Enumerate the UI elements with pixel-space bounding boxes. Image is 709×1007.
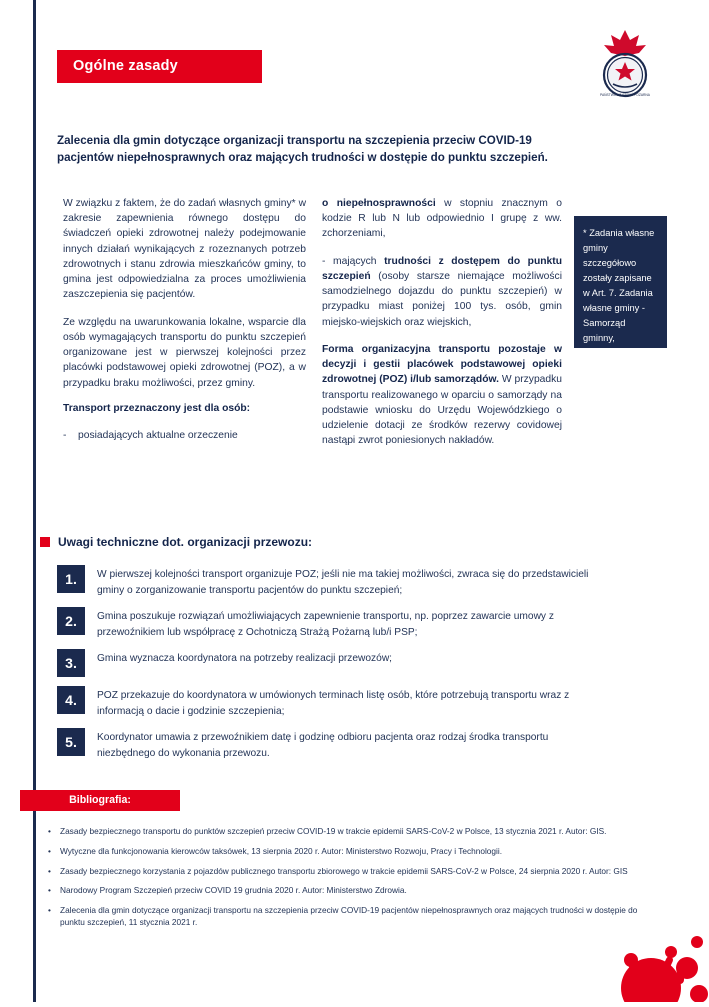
bibliography-list — [48, 826, 648, 937]
right-paragraph-3 — [322, 342, 562, 449]
section-header-band — [57, 50, 262, 83]
left-dash-text: posiadających aktualne orzeczenie — [78, 430, 238, 442]
bibliography-entry: Zalecenia dla gmin dotyczące organizacji transportu na szczepienia przeciw COVID-19 pacjentów niepełnosprawnych oraz mających trudności w dostępie do punktu szczepień, 11 stycznia 2021 r. — [60, 905, 638, 927]
right-p3-bold: Forma organizacyjna transportu pozostaje w decyzji i gestii placówek podstawowej opieki zdrowotnej (POZ) i/lub samorządów. — [322, 343, 562, 386]
step-text: Gmina poszukuje rozwiązań umożliwiających zapewnienie transportu, np. poprzez zawarcie umowy z przewoźnikiem lub współpracę z Ochotniczą Strażą Pożarną lub/i PSP; — [97, 611, 554, 638]
section-header-title: Ogólne zasady — [73, 58, 178, 74]
right-p2-rest: (osoby starsze niemające możliwości samodzielnego dojazdu do punktu szczepień) w przypadku miast poniżej 100 tys. osób, gmin miejsko-wiejskich oraz wiejskich, — [322, 270, 562, 328]
left-paragraph-1: W związku z faktem, że do zadań własnych gminy* w zakresie zapewnienia równego dostępu do świadczeń opieki zdrowotnej należy podejmowanie innych działań wynikających z rozeznanych potrzeb zdrowotnych i stanu zdrowia mieszkańców gminy, to gmina jest odpowiedzialna za proces umożliwienia zaszczepienia się pacjentów. — [63, 198, 306, 301]
body-right-column — [322, 196, 562, 461]
step-text: Koordynator umawia z przewoźnikiem datę i godzinę odbioru pacjenta oraz rodzaj środka transportu niezbędnego do wykonania przewozu. — [97, 732, 549, 759]
right-p3-rest: W przypadku transportu realizowanego w oparciu o samorządy na podstawie wniosku do Urzędu Wojewódzkiego o udzielenie dotacji ze środków rezerwy covidowej nastąpi zwrot poniesionych nakładów. — [322, 374, 562, 447]
intro-heading: Zalecenia dla gmin dotyczące organizacji transportu na szczepienia przeciw COVID-19 pacjentów niepełnosprawnych oraz mających trudności w dostępie do punktu szczepień. — [57, 134, 548, 164]
bibliography-entry: Zasady bezpiecznego korzystania z pojazdów publicznego transportu zbiorowego w trakcie epidemii SARS-CoV-2 w Polsce, 24 sierpnia 2020 r. Autor: GIS — [60, 865, 628, 876]
technical-steps-list — [57, 565, 617, 770]
list-item — [48, 866, 648, 878]
list-item — [48, 905, 648, 929]
dash-marker: - — [63, 430, 67, 442]
step-number: 3. — [57, 649, 85, 677]
body-left-column — [63, 196, 306, 443]
step-number: 4. — [57, 686, 85, 714]
right-paragraph-2 — [322, 254, 562, 330]
step-number: 5. — [57, 728, 85, 756]
bibliography-entry: Wytyczne dla funkcjonowania kierowców taksówek, 13 sierpnia 2020 r. Autor: Ministerstwo Rozwoju, Pracy i Technologii. — [60, 845, 503, 856]
bibliography-title: Bibliografia: — [69, 794, 131, 806]
right-p2-prefix: - mających — [322, 255, 385, 267]
list-item — [57, 607, 617, 640]
bullet-icon: • — [48, 885, 51, 896]
list-item — [57, 728, 617, 761]
step-text: POZ przekazuje do koordynatora w umówionych terminach listę osób, które potrzebują transportu wraz z informacją o dacie i godzinie szczepienia; — [97, 690, 570, 717]
left-bold-lead: Transport przeznaczony jest dla osób: — [63, 402, 251, 414]
left-dash-item — [63, 428, 306, 443]
list-item — [57, 565, 617, 598]
step-number: 2. — [57, 607, 85, 635]
right-p2-bold: trudności z dostępem do punktu szczepień — [322, 255, 562, 282]
bibliography-band — [20, 790, 180, 811]
bibliography-entry: Narodowy Program Szczepień przeciw COVID 19 grudnia 2020 r. Autor: Ministerstwo Zdrowia. — [60, 885, 407, 896]
fire-service-emblem-icon — [594, 28, 656, 102]
list-item — [57, 649, 617, 677]
left-vertical-rule — [33, 0, 36, 1002]
step-text: Gmina wyznacza koordynatora na potrzeby realizacji przewozów; — [97, 653, 393, 664]
right-paragraph-1 — [322, 196, 562, 242]
list-item — [48, 846, 648, 858]
bullet-icon: • — [48, 845, 51, 856]
bullet-icon: • — [48, 905, 51, 916]
side-note-box: * Zadania własne gminy szczegółowo zostały zapisane w Art. 7. Zadania własne gminy - Samorząd gminny, Dz.U.2020.713 t.j. — [574, 216, 667, 348]
svg-text:PAŃSTWOWA STRAŻ POŻARNA: PAŃSTWOWA STRAŻ POŻARNA — [599, 93, 651, 97]
list-item — [48, 885, 648, 897]
bullet-icon: • — [48, 865, 51, 876]
technical-notes-heading — [40, 535, 312, 549]
bibliography-entry: Zasady bezpiecznego transportu do punktów szczepień przeciw COVID-19 w trakcie epidemii SARS-CoV-2 w Polsce, 13 stycznia 2021 r. Autor: GIS. — [60, 826, 607, 836]
step-text: W pierwszej kolejności transport organizuje POZ; jeśli nie ma takiej możliwości, zwraca się do przedstawicieli gminy o zorganizowanie transportu pacjentów do punktu szczepień; — [97, 569, 589, 596]
right-p1-rest: w stopniu znacznym o kodzie R lub N lub odpowiednio I grupę z ww. zchorzeniami, — [322, 198, 562, 240]
technical-notes-title: Uwagi techniczne dot. organizacji przewozu: — [58, 535, 313, 549]
list-item — [48, 826, 648, 838]
red-square-marker-icon — [40, 537, 50, 547]
bullet-icon: • — [48, 826, 51, 836]
left-paragraph-2: Ze względu na uwarunkowania lokalne, wsparcie dla osób wymagających transportu do punktu szczepień organizowane jest w pierwszej kolejności przez placówki podstawowej opieki zdrowotnej (POZ), a w przypadku braku możliwości, przez gminy. — [63, 316, 306, 389]
right-p1-bold: o niepełnosprawności — [322, 198, 436, 209]
step-number: 1. — [57, 565, 85, 593]
list-item — [57, 686, 617, 719]
